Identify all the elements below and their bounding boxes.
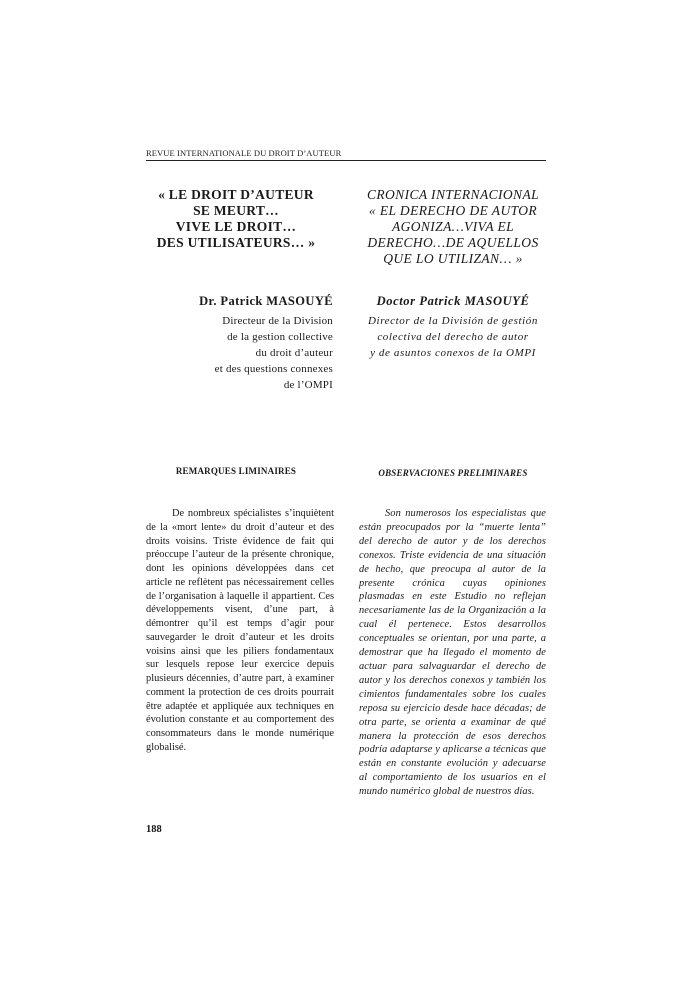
section-heading-french: REMARQUES LIMINAIRES [175,466,297,476]
author-role-line: du droit d’auteur [255,347,333,359]
page-number: 188 [146,824,162,835]
author-role-line: Directeur de la Division [222,315,333,327]
body-text-french [146,507,334,755]
title-es-line: « EL DERECHO DE AUTOR [368,203,538,218]
title-fr-line: « LE DROIT D’AUTEUR [158,187,314,202]
author-role-line: et des questions connexes [214,363,333,375]
title-es-line: QUE LO UTILIZAN… » [383,251,523,266]
title-es-line: CRONICA INTERNACIONAL [366,187,540,202]
author-role-line: colectiva del derecho de autor [377,331,529,343]
author-role-line: Director de la División de gestión [368,315,538,327]
author-name: Dr. Patrick MASOUYÉ [199,294,333,308]
author-block-spanish [360,293,546,361]
title-fr-line: SE MEURT… [193,203,279,218]
author-name: Doctor Patrick MASOUYÉ [376,294,530,308]
title-es-line: AGONIZA…VIVA EL [391,219,515,234]
paragraph: Son numerosos los especialistas que están preocupados por la “muerte lenta” del derecho de autor y de los derechos conexos. Triste evidencia de una situación de hecho, que preocupa al autor de la presente crónica cuyas opiniones plasmadas en este Estudio no reflejan necesariamente las de la Organización a la cual él pertenece. Estos desarrollos conceptuales se orientan, por una parte, a demostrar que ha llegado el momento de actuar para salvaguardar el derecho de autor y los derechos conexos y también los cimientos fundamentales sobre los cuales reposa su ejercicio desde hace décadas; de otra parte, se orienta a examinar de qué manera la protección de esos derechos podría adaptarse y aplicarse a técnicas que están en constante evolución y adecuarse al comportamiento de los usuarios en el mundo numérico global de nuestros días. [359,508,546,798]
author-block-french [150,293,333,393]
author-role-line: y de asuntos conexos de la OMPI [370,347,536,359]
body-text-spanish [359,507,546,799]
author-role-line: de la gestion collective [227,331,333,343]
title-french [146,187,326,251]
title-spanish [360,187,546,267]
title-fr-line: VIVE LE DROIT… [175,219,297,234]
section-heading-spanish: OBSERVACIONES PRELIMINARES [378,468,528,478]
paragraph: De nombreux spécialistes s’inquiètent de la «mort lente» du droit d’auteur et des droits voisins. Triste évidence de fait qui préoccupe l’auteur de la présente chronique, dont les opinions développées dans cet article ne reflètent pas nécessairement celles de l’organisation à laquelle il appartient. Ces développements visent, d’une part, à démontrer qu’il est temps d’agir pour sauvegarder le droit d’auteur et les droits voisins ainsi que les piliers fondamentaux sur lesquels repose leur exercice depuis plusieurs décennies, d’autre part, à examiner comment la protection de ces droits pourrait être adaptée et appliquée aux techniques en évolution constante et au comportement des consommateurs dans le monde numérique globalisé. [146,508,334,753]
title-fr-line: DES UTILISATEURS… » [156,235,316,250]
running-header: REVUE INTERNATIONALE DU DROIT D’AUTEUR [146,148,342,158]
header-rule [146,160,546,161]
title-es-line: DERECHO…DE AQUELLOS [367,235,539,250]
author-role-line: de l’OMPI [283,379,333,391]
